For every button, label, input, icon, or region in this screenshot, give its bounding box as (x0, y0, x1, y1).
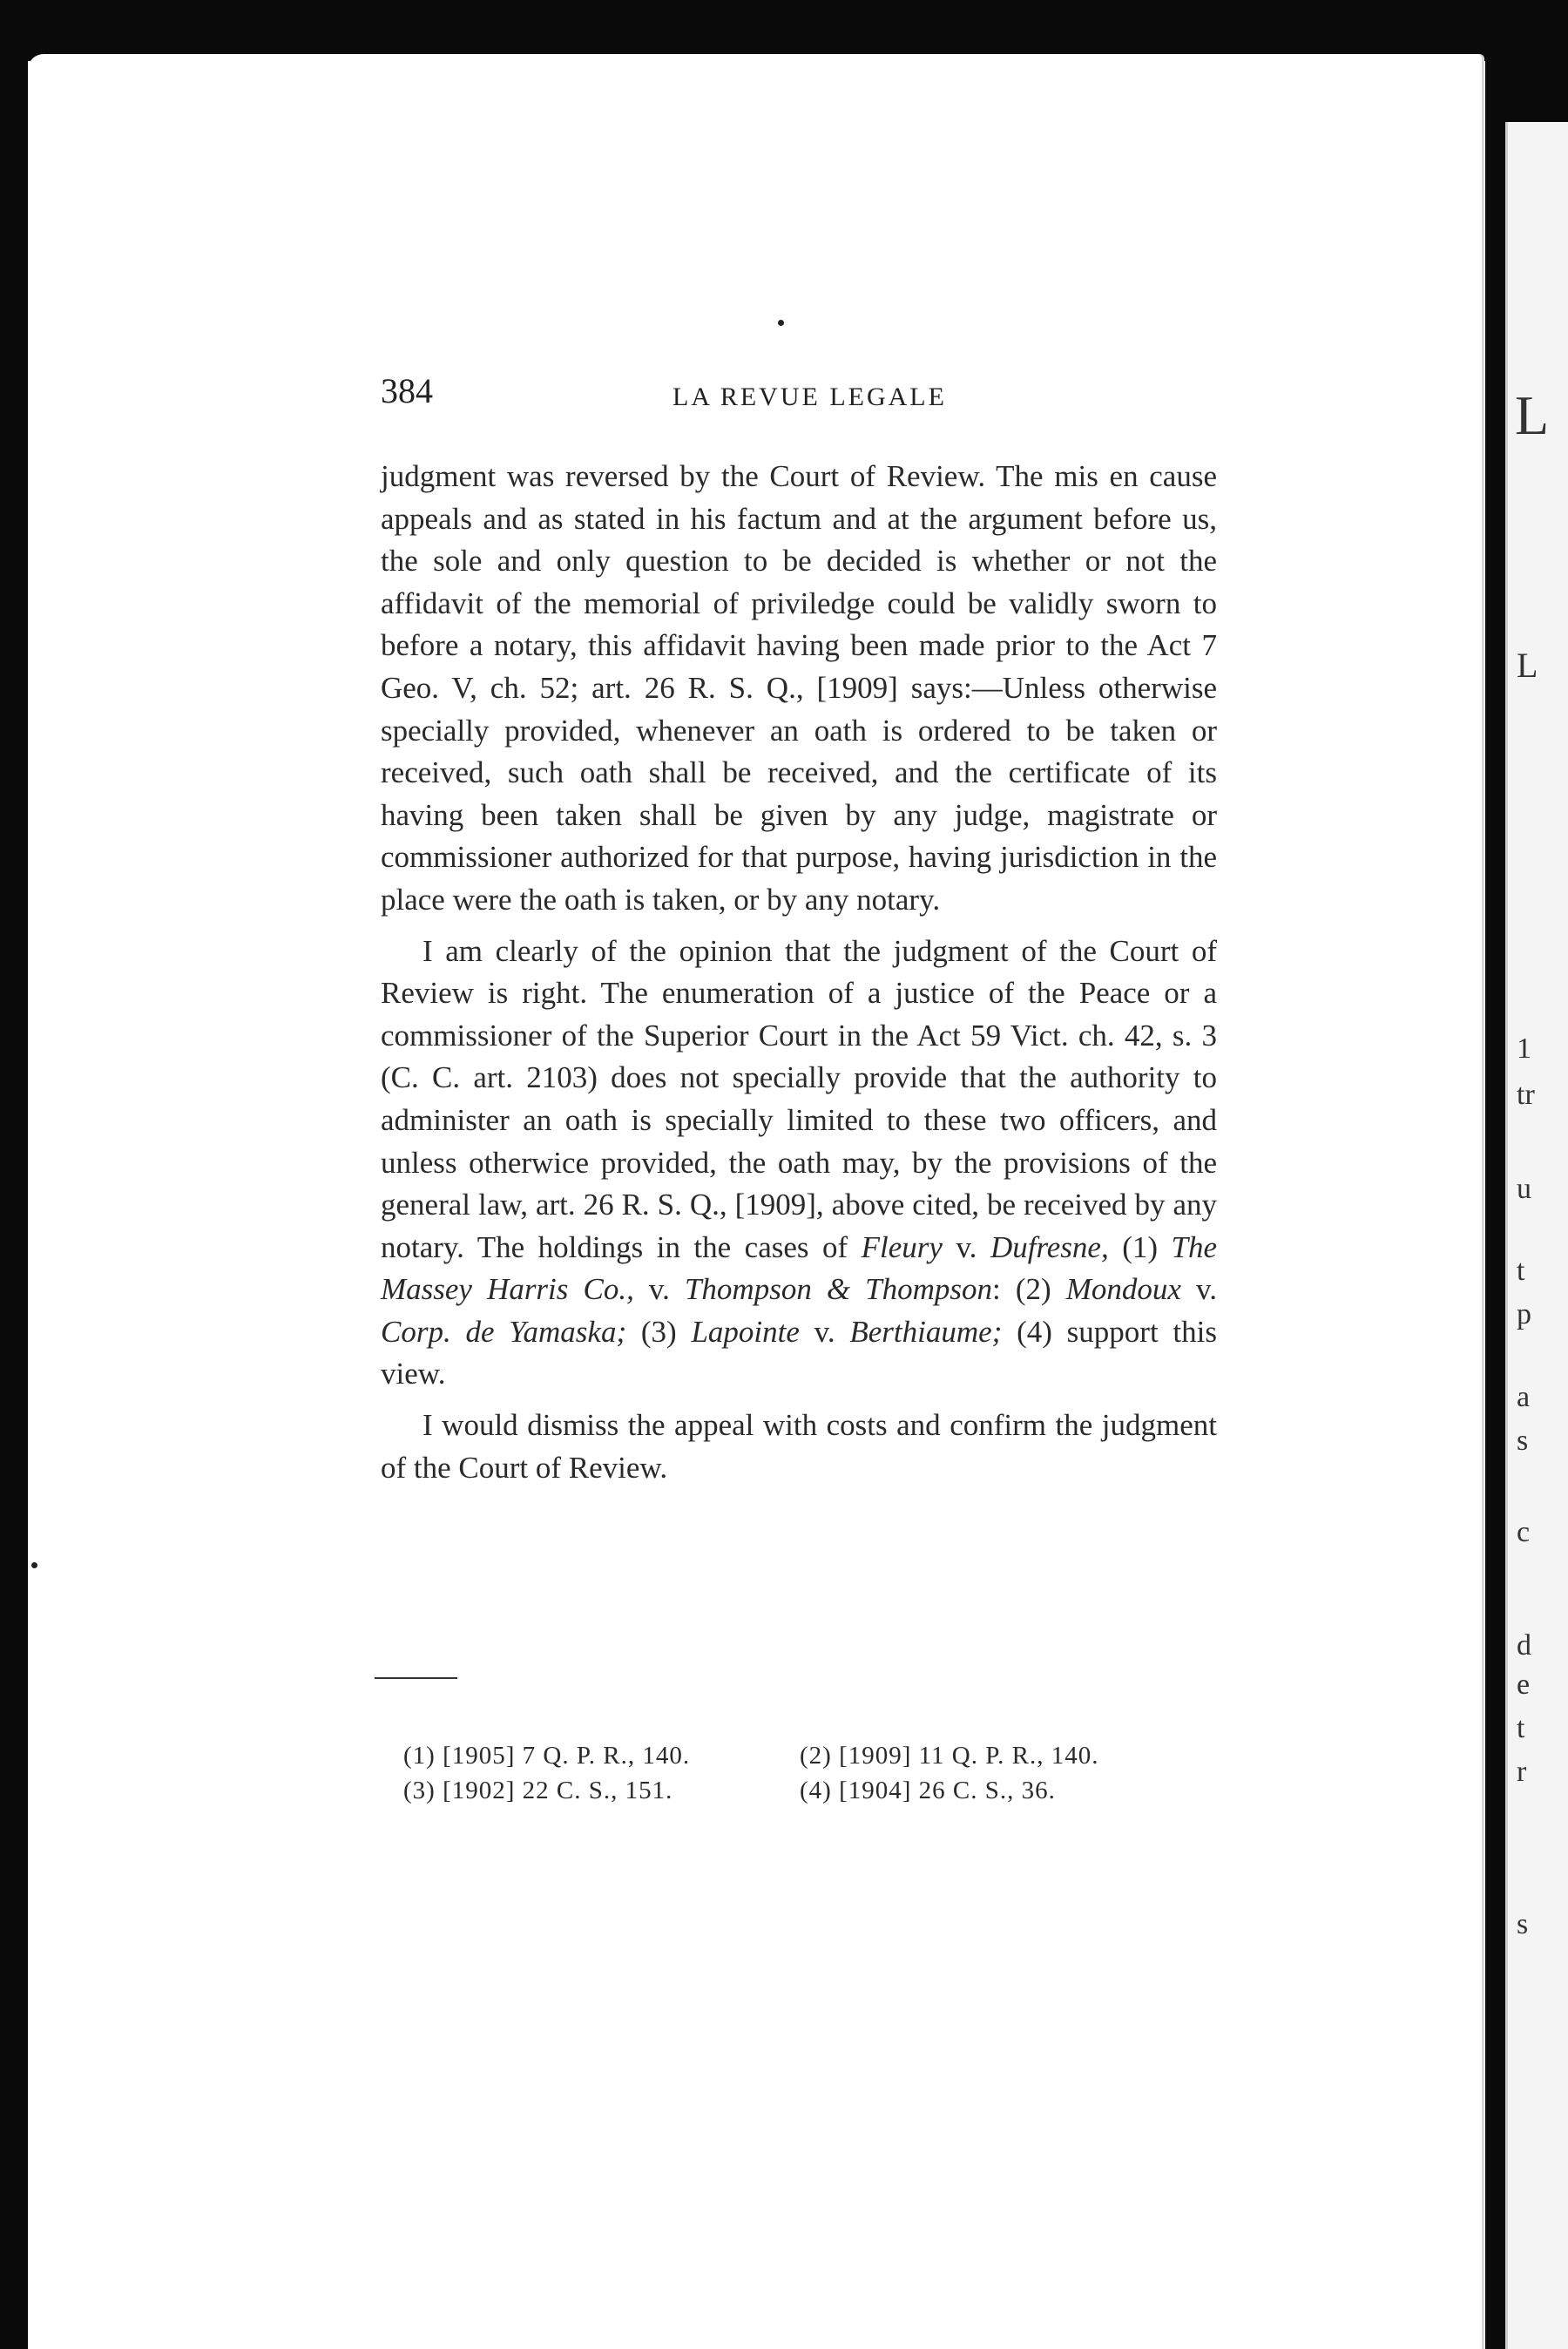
adjacent-page-fragment: L (1515, 384, 1550, 446)
running-title: LA REVUE LEGALE (672, 382, 947, 411)
adjacent-page-fragment: a (1517, 1381, 1531, 1413)
case-name: Dufresne, (990, 1229, 1109, 1264)
footnote: (4) [1904] 26 C. S., 36. (800, 1777, 1056, 1804)
adjacent-page-fragment: t (1517, 1712, 1525, 1744)
footnote-ref: (3) (626, 1314, 692, 1349)
paragraph: I would dismiss the appeal with costs and confirm the judgment of the Court of Review. (381, 1408, 1217, 1485)
adjacent-page-fragment: r (1517, 1756, 1527, 1788)
case-name: Berthiaume; (849, 1314, 1003, 1349)
adjacent-page-fragment: d (1517, 1629, 1531, 1662)
footnote-row (403, 1738, 1099, 1773)
footnote-ref: (1) (1108, 1229, 1172, 1264)
versus: v. (942, 1229, 990, 1264)
footnote-ref: : (2) (992, 1272, 1066, 1307)
case-name: Fleury (861, 1229, 943, 1264)
adjacent-page-fragment: e (1517, 1669, 1531, 1701)
adjacent-page-fragment: t (1517, 1255, 1525, 1287)
adjacent-page-edge (1505, 122, 1568, 2349)
footnote-row (403, 1773, 1099, 1808)
paragraph-text: (4) support this view. (381, 1314, 1217, 1391)
footnote: (3) [1902] 22 C. S., 151. (403, 1777, 673, 1804)
case-name: Corp. de Yamaska; (381, 1314, 627, 1349)
adjacent-page-fragment: c (1517, 1516, 1531, 1548)
scanner-border-top (0, 0, 1568, 61)
paragraph: judgment was reversed by the Court of Review. The mis en cause appeals and as stated in his factum and at the argument before us, the sole and only question to be decided is whether or not the affidavit of the memorial of priviledge could be validly sworn to before a notary, this affidavit having been made prior to the Act 7 Geo. V, ch. 52; art. 26 R. S. Q., [1909] says:—Unless otherwise specially provided, whenever an oath is ordered to be taken or received, such oath shall be received, and the certificate of its having been taken shall be given by any judge, magistrate or commissioner authorized for that purpose, having jurisdiction in the place were the oath is taken, or by any notary. (381, 459, 1217, 917)
adjacent-page-fragment: u (1517, 1173, 1531, 1205)
case-name: Lapointe (691, 1314, 800, 1349)
page-number: 384 (381, 371, 433, 410)
footnote: (1) [1905] 7 Q. P. R., 140. (403, 1742, 691, 1770)
page-header (381, 370, 1252, 423)
case-name: Mondoux (1065, 1272, 1181, 1307)
case-name: The Massey Harris Co., (381, 1229, 1217, 1307)
versus: v. (799, 1314, 850, 1349)
adjacent-page-fragment: s (1517, 1908, 1529, 1940)
footnote: (2) [1909] 11 Q. P. R., 140. (800, 1742, 1099, 1770)
adjacent-page-fragment: 1 (1517, 1032, 1531, 1065)
adjacent-page-fragment: L (1517, 646, 1538, 685)
adjacent-page-fragment: s (1517, 1425, 1529, 1457)
paragraph (381, 931, 1217, 1397)
case-name: Thompson & Thompson (684, 1272, 993, 1307)
footnote-divider (375, 1677, 457, 1679)
versus: v. (633, 1272, 685, 1307)
versus: v. (1180, 1272, 1217, 1307)
adjacent-page-fragment: p (1517, 1298, 1531, 1330)
body-text (381, 456, 1217, 1489)
paragraph-text: I am clearly of the opinion that the judgment of the Court of Review is right. The enumeration of a justice of the Peace or a commissioner of the Superior Court in the Act 59 Vict. ch. 42, s. 3 (C. C. art. 2103) does not specially provide that the authority to administer an oath is specially limited to these two officers, and unless otherwice provided, the oath may, by the provisions of the general law, art. 26 R. S. Q., [1909], above cited, be received by any notary. The holdings in the cases of (381, 933, 1217, 1264)
adjacent-page-fragment: tr (1517, 1079, 1535, 1111)
scan-speck (31, 1562, 37, 1568)
scan-speck (778, 320, 784, 326)
footnotes (403, 1738, 1099, 1808)
scanner-border-left (0, 0, 28, 2349)
